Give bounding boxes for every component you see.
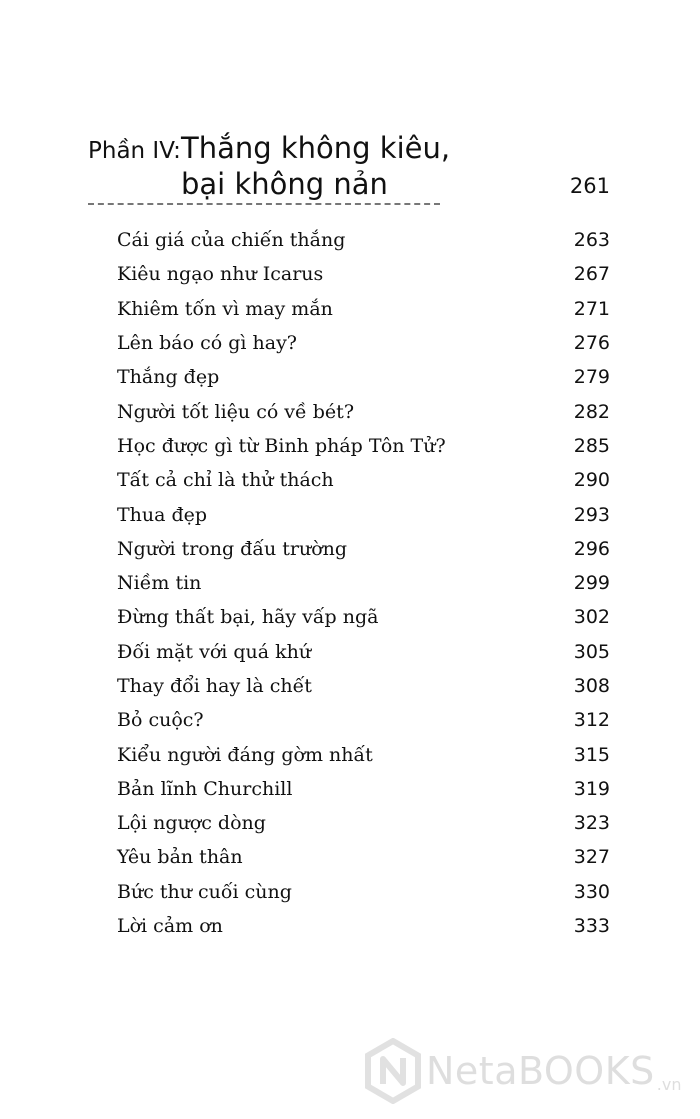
toc-entry	[117, 669, 610, 703]
toc-entry-title: Người trong đấu trường	[117, 537, 348, 560]
toc-entry-title: Niềm tin	[117, 572, 202, 595]
toc-entry-title: Thắng đẹp	[117, 366, 220, 389]
toc-entry-title: Người tốt liệu có về bét?	[117, 400, 354, 423]
toc-entry-title: Đừng thất bại, hãy vấp ngã	[117, 606, 379, 629]
toc-entry	[117, 840, 610, 874]
part-label: Phần IV:	[88, 138, 181, 164]
watermark-suffix: .vn	[656, 1075, 682, 1094]
toc-entry-title: Đối mặt với quá khứ	[117, 640, 312, 663]
toc-entry-page: 315	[573, 743, 610, 766]
toc-entry	[117, 566, 610, 600]
toc-entry-page: 330	[573, 880, 610, 903]
toc-entry-title: Tất cả chỉ là thử thách	[117, 469, 334, 492]
toc-entry	[117, 635, 610, 669]
toc-entry	[117, 875, 610, 909]
toc-entry	[117, 909, 610, 943]
toc-entry-page: 285	[573, 434, 610, 457]
toc-entry-title: Cái giá của chiến thắng	[117, 229, 346, 252]
toc-entry	[117, 429, 610, 463]
toc-entry-title: Thay đổi hay là chết	[117, 675, 312, 697]
toc-entry-page: 319	[573, 777, 610, 800]
toc-entry-title: Bức thư cuối cùng	[117, 880, 292, 903]
toc-entry	[117, 737, 610, 771]
toc-entry	[117, 806, 610, 840]
toc-entry	[117, 772, 610, 806]
toc-entry-page: 305	[573, 640, 610, 663]
toc-entry-title: Khiêm tốn vì may mắn	[117, 297, 333, 320]
toc-entry	[117, 223, 610, 257]
toc-entry-title: Học được gì từ Binh pháp Tôn Tử?	[117, 434, 446, 457]
part-title-line-2: bại không nản	[181, 167, 388, 201]
toc-entry	[117, 600, 610, 634]
toc-entry-page: 276	[573, 332, 610, 355]
toc-entry-title: Lội ngược dòng	[117, 812, 266, 835]
toc-entry-page: 312	[573, 709, 610, 732]
toc-entry	[117, 703, 610, 737]
watermark	[364, 1038, 681, 1104]
toc-entry	[117, 394, 610, 428]
netabooks-logo-icon	[364, 1038, 422, 1104]
toc-entry-page: 279	[573, 366, 610, 389]
toc-entry	[117, 257, 610, 291]
toc-entry-title: Kiểu người đáng gờm nhất	[117, 743, 373, 766]
toc-entry-title: Bản lĩnh Churchill	[117, 777, 293, 800]
toc-entry-page: 323	[573, 812, 610, 835]
toc-entry-page: 267	[573, 263, 610, 286]
toc-entry-page: 333	[573, 915, 610, 938]
part-title-line-1: Thắng không kiêu,	[181, 131, 451, 165]
toc-entry-title: Kiêu ngạo như Icarus	[117, 263, 324, 286]
part-page-number: 261	[569, 174, 610, 198]
toc-entry	[117, 532, 610, 566]
toc-entry-page: 302	[573, 606, 610, 629]
toc-entry-title: Thua đẹp	[117, 503, 208, 526]
toc-entry-page: 308	[573, 675, 610, 697]
table-of-contents	[117, 223, 610, 943]
toc-entry-page: 327	[573, 846, 610, 869]
toc-entry	[117, 292, 610, 326]
toc-entry-page: 293	[573, 503, 610, 526]
toc-entry	[117, 360, 610, 394]
dashed-divider	[88, 203, 440, 205]
toc-entry-title: Lên báo có gì hay?	[117, 332, 297, 355]
toc-entry-page: 282	[573, 400, 610, 423]
watermark-text: NetaBOOKS	[426, 1049, 655, 1093]
toc-entry	[117, 463, 610, 497]
toc-entry-page: 263	[573, 229, 610, 252]
toc-entry-page: 299	[573, 572, 610, 595]
toc-entry-page: 271	[573, 297, 610, 320]
toc-entry-title: Lời cảm ơn	[117, 915, 223, 938]
toc-entry-page: 296	[573, 537, 610, 560]
toc-entry	[117, 497, 610, 531]
toc-entry-title: Bỏ cuộc?	[117, 709, 204, 732]
toc-entry-title: Yêu bản thân	[117, 846, 243, 869]
toc-entry-page: 290	[573, 469, 610, 492]
toc-entry	[117, 326, 610, 360]
